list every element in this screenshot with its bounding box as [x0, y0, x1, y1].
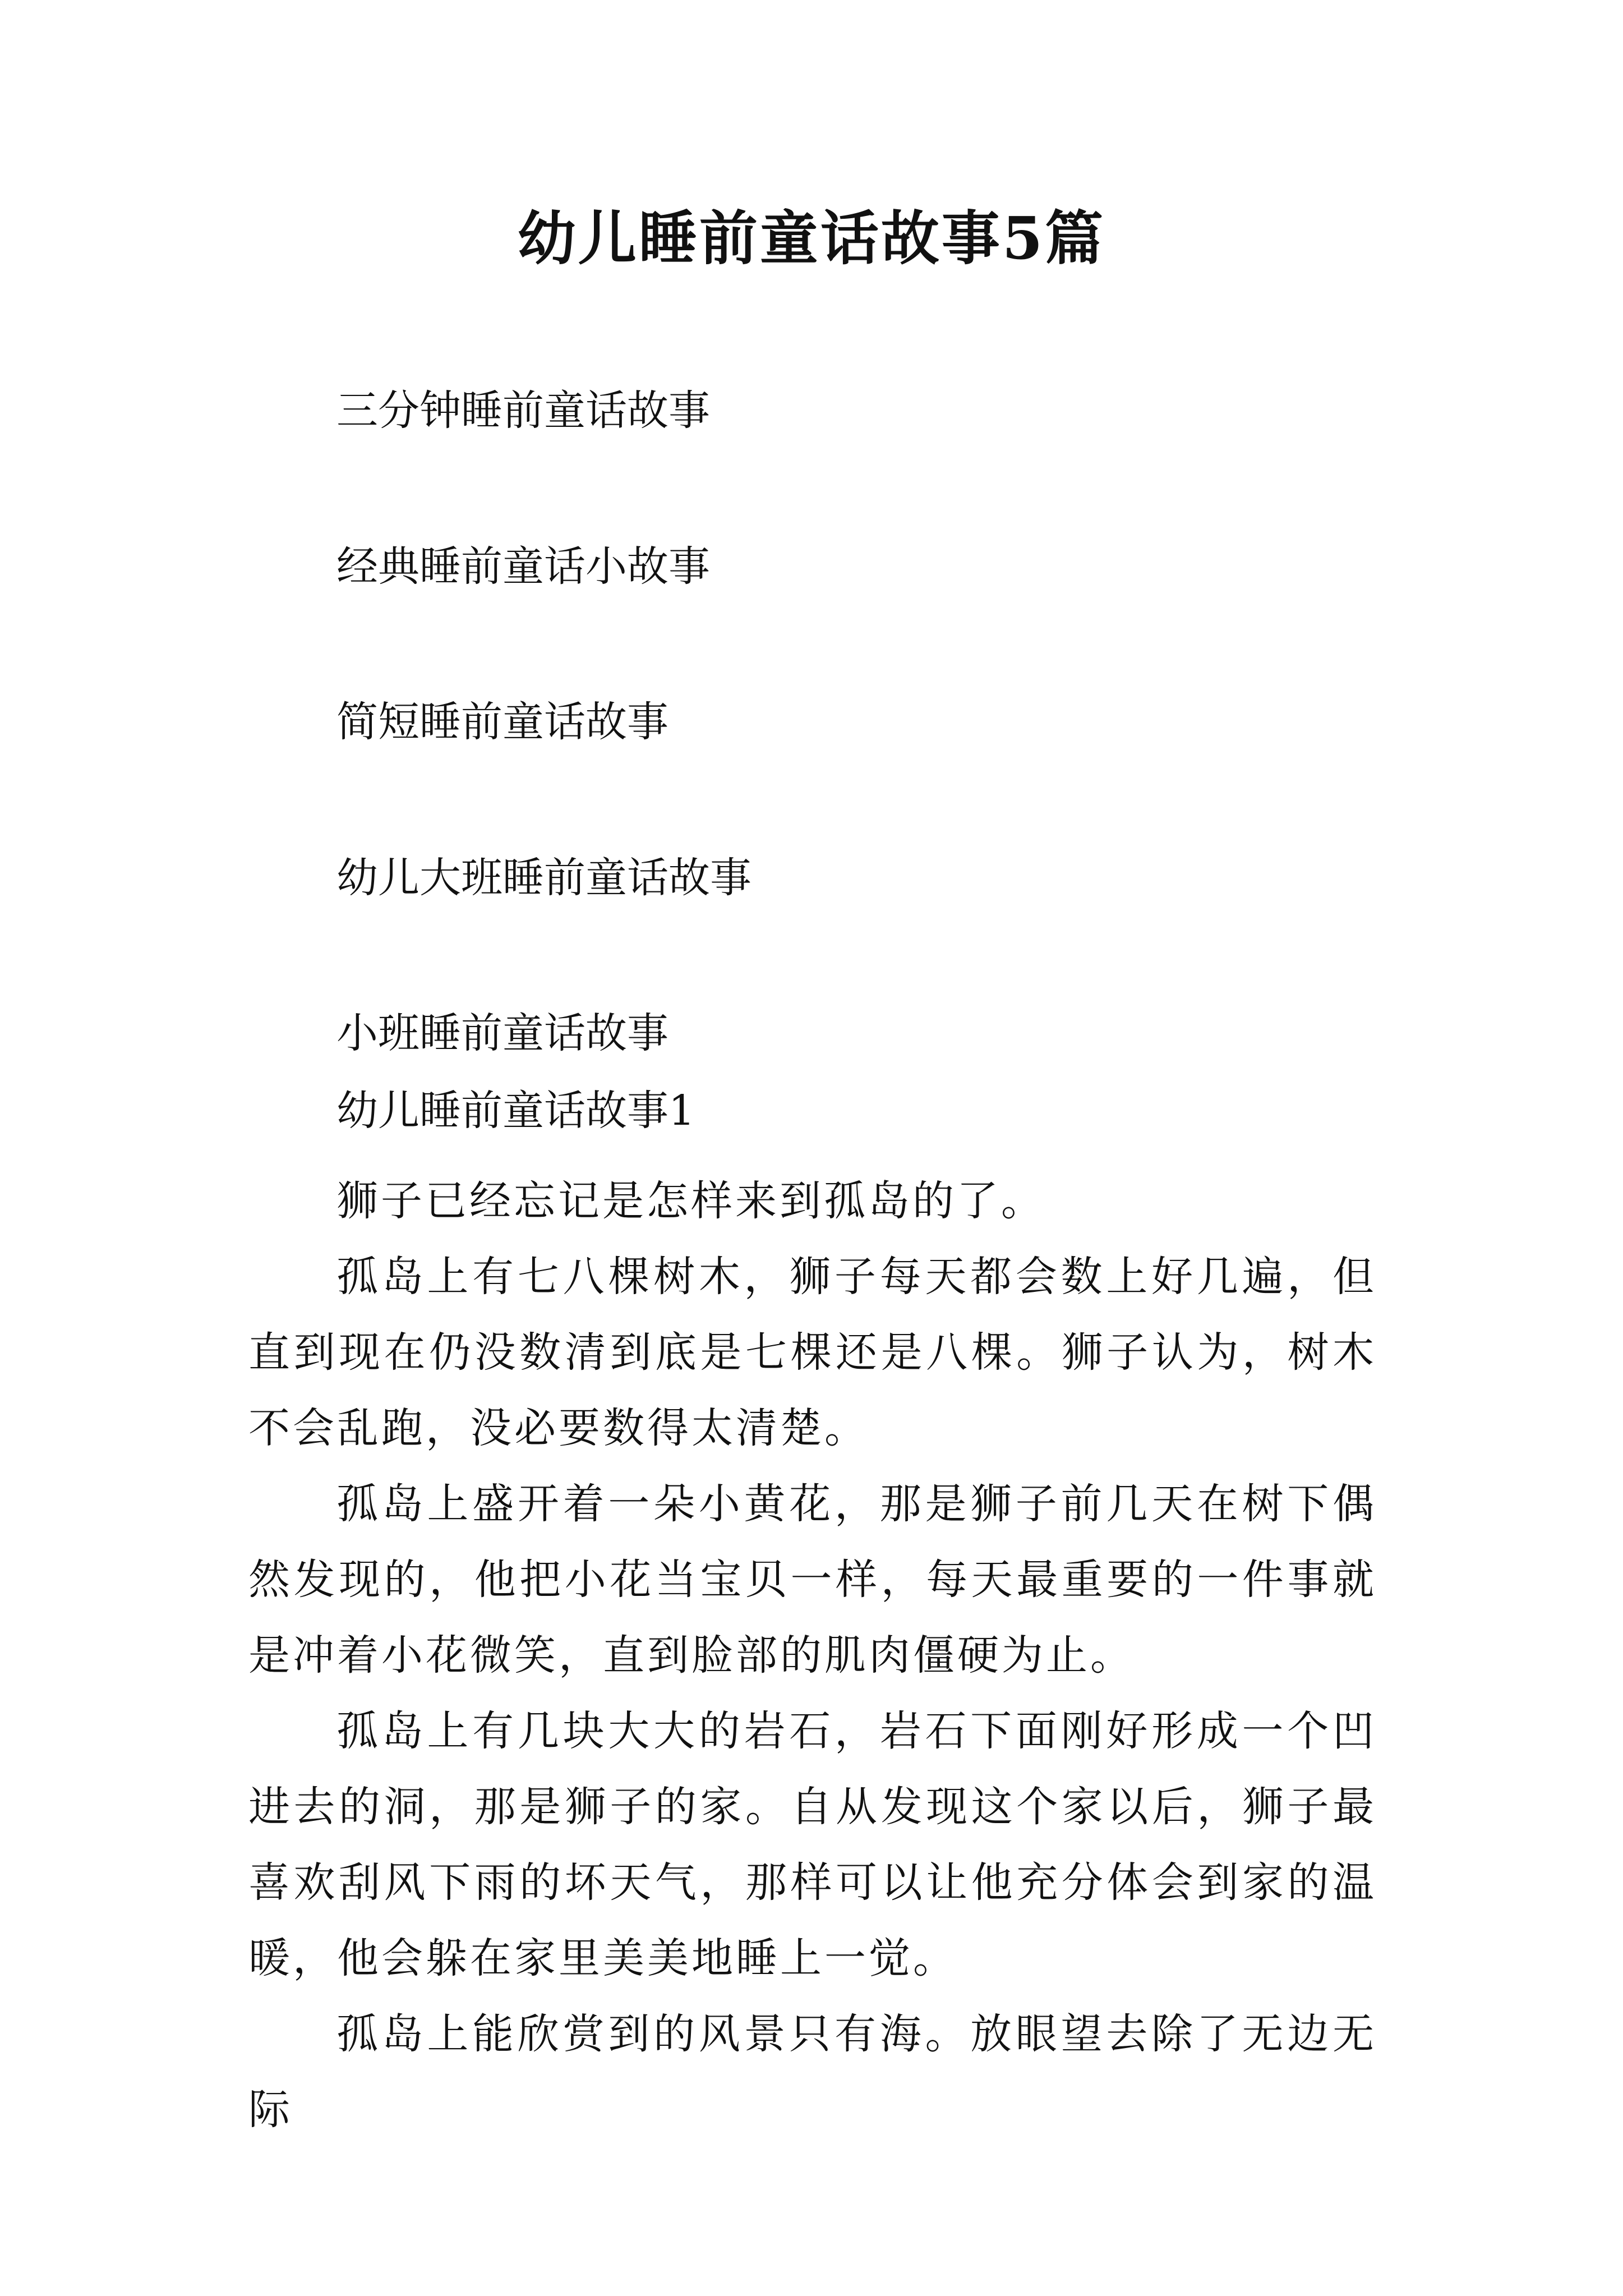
toc-item: 经典睡前童话小故事	[336, 542, 710, 591]
page-title: 幼儿睡前童话故事5篇	[517, 204, 1106, 273]
story-paragraph: 孤岛上盛开着一朵小黄花，那是狮子前几天在树下偶然发现的，他把小花当宝贝一样，每天最重要的一件事就是冲着小花微笑，直到脸部的肌肉僵硬为止。	[248, 1480, 1377, 1680]
story-paragraph: 孤岛上有七八棵树木，狮子每天都会数上好几遍，但直到现在仍没数清到底是七棵还是八棵。狮子认为，树木不会乱跑，没必要数得太清楚。	[248, 1253, 1377, 1452]
toc-item: 幼儿大班睡前童话故事	[336, 854, 751, 902]
toc-item: 小班睡前童话故事	[336, 1009, 668, 1057]
story-paragraph: 孤岛上能欣赏到的风景只有海。放眼望去除了无边无际	[248, 2010, 1377, 2134]
story-heading: 幼儿睡前童话故事1	[336, 1087, 695, 1135]
toc-item: 简短睡前童话故事	[336, 698, 668, 746]
story-paragraph: 孤岛上有几块大大的岩石，岩石下面刚好形成一个凹进去的洞，那是狮子的家。自从发现这个家以后，狮子最喜欢刮风下雨的坏天气，那样可以让他充分体会到家的温暖，他会躲在家里美美地睡上一觉。	[248, 1707, 1377, 1982]
toc-item: 三分钟睡前童话故事	[336, 386, 710, 435]
story-body	[248, 1163, 1377, 2148]
story-paragraph: 狮子已经忘记是怎样来到孤岛的了。	[336, 1177, 1045, 1225]
